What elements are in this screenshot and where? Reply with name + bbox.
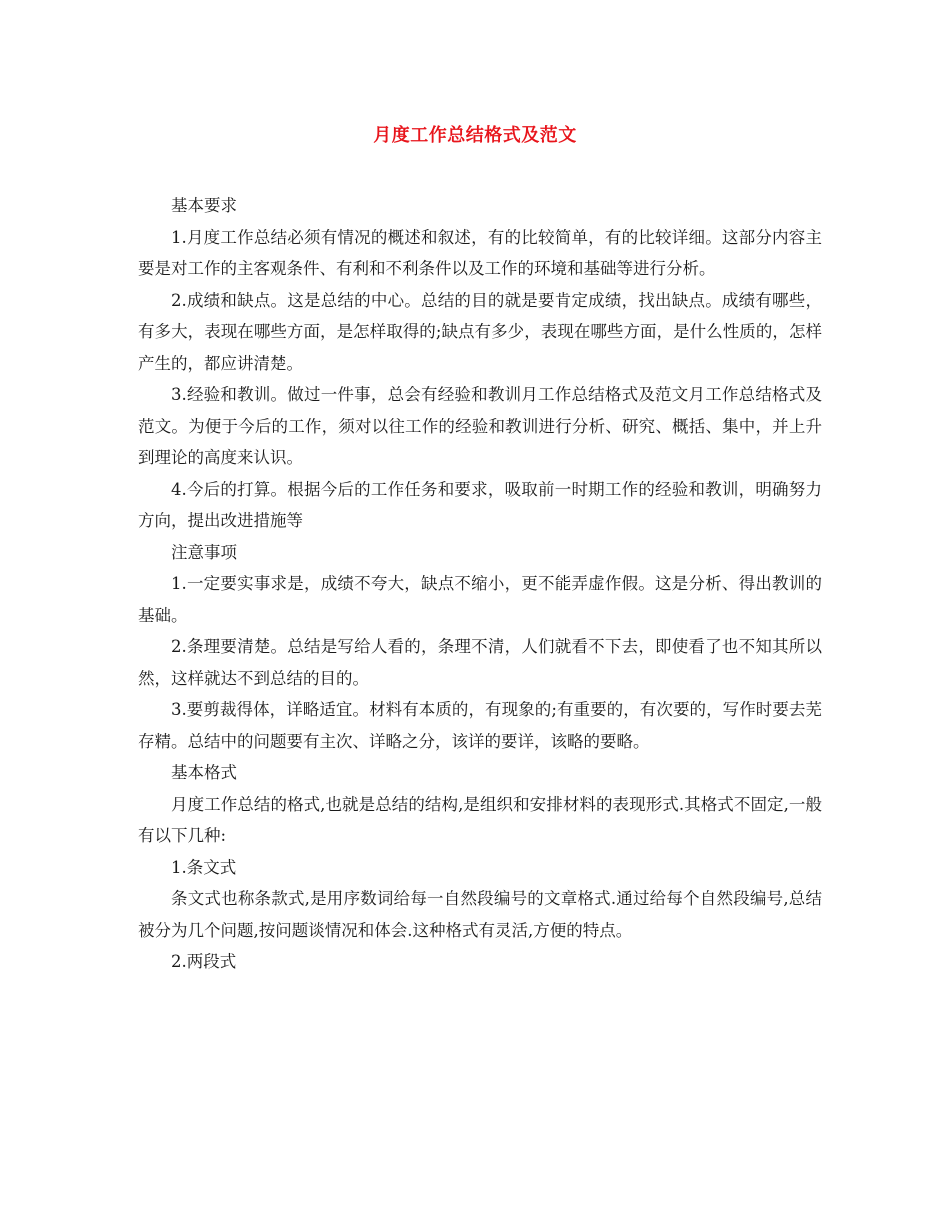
- paragraph: 月度工作总结的格式,也就是总结的结构,是组织和安排材料的表现形式.其格式不固定,一般有以下几种:: [138, 794, 822, 845]
- paragraph: 2.条理要清楚。总结是写给人看的，条理不清，人们就看不下去，即使看了也不知其所以然，这样就达不到总结的目的。: [138, 637, 822, 688]
- paragraph: 1.一定要实事求是，成绩不夸大，缺点不缩小，更不能弄虚作假。这是分析、得出教训的基础。: [138, 574, 822, 625]
- paragraph: 条文式也称条款式,是用序数词给每一自然段编号的文章格式.通过给每个自然段编号,总结被分为几个问题,按问题谈情况和体会.这种格式有灵活,方便的特点。: [138, 889, 822, 940]
- subheading-two-part-style: 2.两段式: [171, 952, 237, 971]
- section-heading-notes: 注意事项: [171, 542, 237, 562]
- paragraph: 2.成绩和缺点。这是总结的中心。总结的目的就是要肯定成绩，找出缺点。成绩有哪些，有多大，表现在哪些方面，是怎样取得的;缺点有多少，表现在哪些方面，是什么性质的，怎样产生的，都应讲清楚。: [138, 290, 822, 373]
- section-heading-basic-format: 基本格式: [171, 763, 237, 782]
- document-body: [138, 190, 822, 978]
- paragraph: 3.要剪裁得体，详略适宜。材料有本质的，有现象的;有重要的，有次要的，写作时要去芜存精。总结中的问题要有主次、详略之分，该详的要详，该略的要略。: [138, 700, 822, 751]
- paragraph: 3.经验和教训。做过一件事，总会有经验和教训月工作总结格式及范文月工作总结格式及范文。为便于今后的工作，须对以往工作的经验和教训进行分析、研究、概括、集中，并上升到理论的高度来认识。: [138, 385, 822, 467]
- document-title: 月度工作总结格式及范文: [373, 125, 577, 146]
- subheading-clause-style: 1.条文式: [171, 857, 237, 877]
- paragraph: 4.今后的打算。根据今后的工作任务和要求，吸取前一时期工作的经验和教训，明确努力方向，提出改进措施等: [138, 479, 822, 530]
- section-heading-basic-requirements: 基本要求: [171, 196, 237, 215]
- paragraph: 1.月度工作总结必须有情况的概述和叙述，有的比较简单，有的比较详细。这部分内容主要是对工作的主客观条件、有利和不利条件以及工作的环境和基础等进行分析。: [138, 227, 822, 278]
